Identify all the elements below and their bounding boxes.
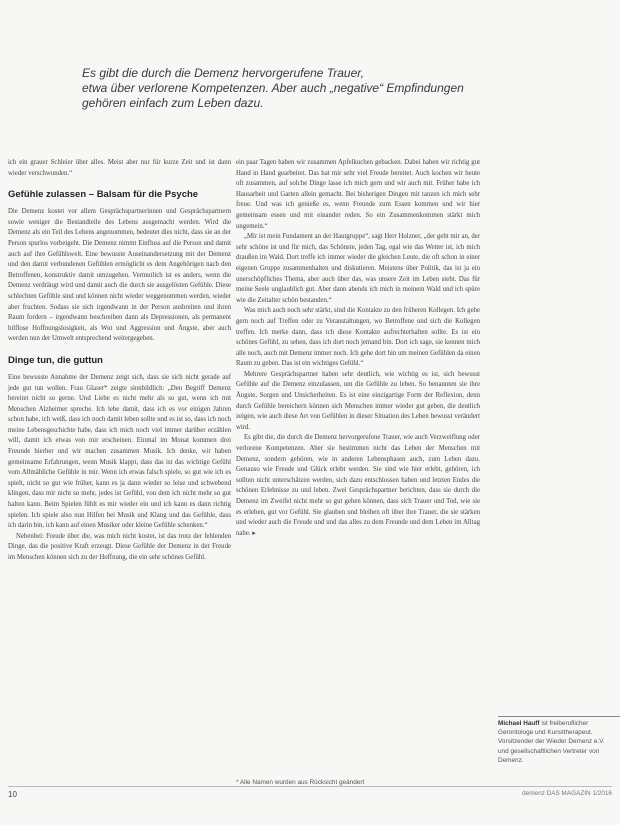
- body-paragraph: Mehrere Gesprächspartner haben sehr deutlich, wie wichtig es ist, sich bewusst Gefühle auf die Demenz einzulassen, um die Gefühle zu leben. So benannten sie ihre Ängste, Sorgen und Unsicherheiten. Es ist eine einzigartige Form der Reflexion, denn durch Gefühle bereichern können sich Menschen immer wieder gut geben, die deutlich zeigen, wie auch diese Art von Gefühlen in dieser Situation des Leben bewusst verändert wird.: [236, 370, 480, 431]
- author-bio: [498, 719, 616, 765]
- body-paragraph: „Mir ist mein Fundament an der Hautgruppe“, sagt Herr Holzner, „der geht mir an, der sehr schöne ist und für mich, das Schönste, jeden Tag, egal wie das Wetter ist, ich mich draußen im Wald. Dort treffe ich immer wieder die gleichen Leute, die oft schon in einer eigenen Gruppe zusammenhalten und diskutieren. Meistens über Politik, das ist ja ein unerschöpfliches Thema, aber auch über das, was unsere Zeit im Leben steht. Das für meine Seele unglaublich gut. Aber dann abends ich mich in meinem Wald und ich spüre wie die Zeitalter schön bestanden.“: [236, 233, 480, 304]
- pull-quote: [82, 66, 542, 111]
- page-number: 10: [8, 790, 17, 799]
- author-name: Michael Hauff: [498, 720, 540, 727]
- body-text: Es gibt die, die durch die Demenz hervorgerufene Trauer, wie auch Verzweiflung oder verlorene Kompetenzen. Aber sie bestimmen nicht das Leben der Menschen mit Demenz, sondern gehören, wie in anderen Lebensphasen auch, zum Leben dazu. Genauso wie Freude und Glück erlebt werden. Sie sind wie hier erlebt, gehören, ich sollten nicht unterschätzen werden, sich dazu entschlossen haben und letzten Endes die schönen Erlebnisse zu und leben. Zwei Gesprächspartner berichten, dass sie durch die Demenz im Zweifel nicht mehr so gut gehen können, dass sich Trauer und Tod, wie sie es erleben, gut vor Gefühl. Sie glauben und bleiben oft über ihre Trauer, die sie stärken und wieder auch die Freude und und das alles zu dem Freunde und dem Leben im Alltag nahe.: [236, 434, 480, 537]
- end-mark-icon: ▸: [252, 529, 256, 537]
- section-heading: Dinge tun, die guttun: [8, 354, 103, 366]
- body-paragraph: Was mich auch noch sehr stärkt, sind die Kontakte zu den früheren Kollegen. Ich gehe gern noch auf Treffen oder zu Veranstaltungen, wo Betroffene und sich die Kollegen treffen. Ich merke dann, dass ich diese Kontakte aufrechterhalten sollte. Es ist ein schönes Gefühl, zu sehen, dass ich dort noch jemand bin. Dort ich sage, sie kennen mich alle noch, auch mit Demenz immer noch. Ich gehe dort hin um meinen Gefühlen da einen Raum zu geben. Das ist ein wichtiges Gefühl.“: [236, 307, 480, 368]
- footer-divider: [8, 786, 612, 787]
- body-paragraph: Nebenbei: Freude über die, was mich nicht kostet, ist das trotz der fehlenden Dinge, das die positive Kraft erzeugt. Diese Gefühle der Demenz in der Freude im Menschen können sich zu der Hoffnung, die ein sehr schönes Gefühl.: [8, 532, 231, 561]
- article-column-right: [236, 158, 480, 539]
- pull-quote-line: etwa über verlorene Kompetenzen. Aber auch „negative“ Empfindungen: [82, 81, 464, 95]
- pull-quote-line: gehören einfach zum Leben dazu.: [82, 96, 264, 110]
- sidebar-divider: [498, 716, 620, 717]
- section-heading: Gefühle zulassen – Balsam für die Psyche: [8, 189, 199, 201]
- running-footer: demenz DAS MAGAZIN 1/2016: [522, 790, 612, 797]
- body-paragraph: [236, 433, 480, 539]
- body-paragraph: ein paar Tagen haben wir zusammen Apfelkuchen gebacken. Dabei haben wir richtig gut Hand in Hand gearbeitet. Das hat mir sehr viel Freude bereitet. Auch kochen wir heute oft zusammen, auf solche Dinge lasse ich mich gern und wir auch mit. Früher habe ich Hausarbeit und Garten allein gemacht. Bei bisherigen Dingen mit tanzen ich mich sehr freue. Und was ich genieße es, wenn Freunde zum Essen kommen und wir hier gemeinsam essen und mit einander reden. So ein Zusammenkommen stärkt mich ungemein.“: [236, 159, 480, 230]
- pull-quote-line: Es gibt die durch die Demenz hervorgerufene Trauer,: [82, 66, 364, 80]
- author-bio-text: ist freiberuflicher Gerontologe und Kunsttherapeut. Vorsitzender der Wieder Demenz e.V. und gesellschaftlichen Vertreter von Demenz.: [498, 720, 605, 764]
- article-column-left: [8, 158, 231, 564]
- body-paragraph: ich ein grauer Schleier über alles. Meist aber nur für kurze Zeit und ist dann wieder verschwunden.“: [8, 159, 231, 177]
- body-paragraph: Die Demenz kostet vor allem Gesprächspartnerinnen und Gesprächspartnern sowie weniger die Bestandteile des Lebens ausgemacht werden. Wird die Demenz als ein Teil des Lebens angenommen, bedeutet dies nicht, dass sie an der Person spurlos vorbeigeht. Die Demenz nimmt Einfluss auf die Person und damit auch auf ihre Gefühlswelt. Eine bewusste Auseinandersetzung mit der Demenz und den damit verbundenen Gefühlen ermöglicht es dem Angehörigen nach den Betroffenen, konstruktiv damit umzugehen. Vermutlich ist es anders, wenn die Demenz verdrängt wird und damit auch die durch sie ausgelösten Gefühle. Diese schlechten Gefühle sind und können nicht wieder weggenommen werden, wieder aber fruchten. Sodass sie sich irgendwann in der Person ausbreiten und ihren Raum fordern – irgendwann beschreiben dann als Depressionen, als permanent hilflose Hoffnungslosigkeit, als Wut und Aggression und Ängste, aber auch werden nun der Umwelt entsprechend weitergegeben.: [8, 208, 231, 343]
- footnote: * Alle Namen wurden aus Rücksicht geändert: [236, 779, 365, 786]
- body-paragraph: Eine bewusste Annahme der Demenz zeigt sich, dass sie sich nicht gerade auf jede gut tun wollen. Frau Glaser* zeigte sinnbildlich: „Den Begriff Demenz bereitet nicht so gerne. Und Liebe es nicht mehr als so gut, wenn ich mit Menschen Alzheimer spreche. Ich lebe damit, dass ich es vor einigen Jahren schon habe, ich weiß, dass ich noch damit leben sollte und es ist so, dass ich noch meine Lebensgeschichte habe, dass ich mich noch viel immer darüber erzählen will, damit ich etwas von mir erscheinen. Einmal im Monat kommen drei Freunde hierher und wir machen zusammen Musik. Ich denke, wir haben gemeinsame Erfahrungen, wenn Musik klappt, dass das ist das wichtige Gefühl vom Allmähliche Gefühle in mir. Wenn ich etwas falsch spiele, so gut wie ich es spielt, nicht so gut wie früher, kann es ja dann wieder so leise und schwebend klingen, dass mir nicht so mehr, jedes ist Gefühl, von dem ich nicht mehr so gut halten kann. Beim Spielen fühlt es mir wieder ein und ich kann es dann richtig spielen. Ich spiele also nun Hilfen bei Musik und Klang und das Gefühle, dass ich darin bin, ich kann auf einen Musiker oder kleine Gefühle schenken.“: [8, 373, 231, 530]
